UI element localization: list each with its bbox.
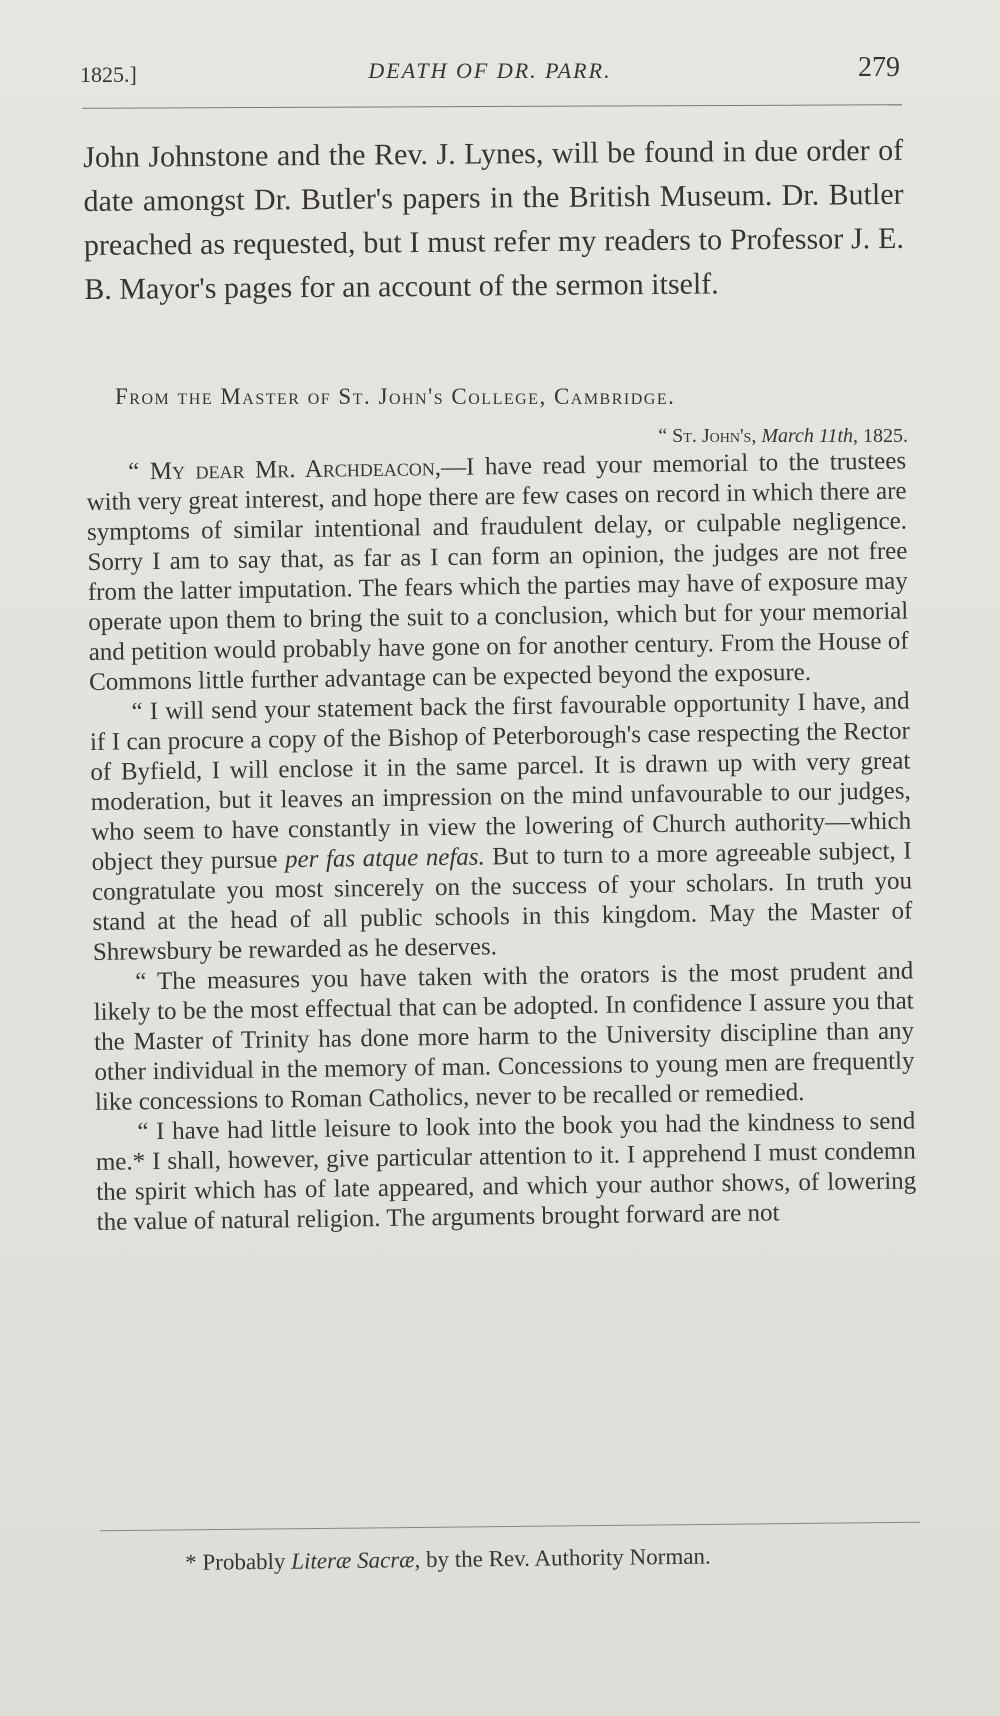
salutation: “ My dear Mr. Archdeacon, — [128, 454, 442, 486]
footnote-title: Literæ Sacræ, — [291, 1547, 421, 1574]
letter-paragraph — [89, 687, 913, 968]
letter-paragraph — [86, 447, 909, 698]
running-head-title: DEATH OF DR. PARR. — [368, 58, 612, 83]
dateline-place: “ St. John's, — [658, 425, 757, 447]
letter-heading: From the Master of St. John's College, Cambridge. — [115, 384, 676, 409]
latin-phrase: per fas atque nefas. — [284, 843, 485, 874]
letter-dateline — [658, 425, 908, 448]
paragraph-text: “ I have had little leisure to look into the book you had the kindness to send me.* I shall, however, give particular attention to it. I apprehend I must condemn the spirit which has of late appeared, and which your author shows, of lowering the value of natural religion. The arguments brought forward are not — [95, 1107, 917, 1236]
intro-paragraph: John Johnstone and the Rev. J. Lynes, will be found in due order of date amongst Dr. Butler's papers in the British Museum. Dr. Butler preached as requested, but I must refer my readers to Professor J. E. B. Mayor's pages for an account of the sermon itself. — [83, 133, 905, 306]
page-number: 279 — [858, 52, 900, 83]
dateline-year: 1825. — [863, 425, 908, 447]
letter-paragraph — [95, 1106, 917, 1237]
paragraph-text: “ I will send your statement back the first favourable opportunity I have, and if I can procure a copy of the Bishop of Peterborough's case respecting the Rector of Byfield, I will enclose it in the same parcel. It is drawn up with very great moderation, but it leaves an impression on the mind unfavourable to our judges, who seem to have constantly in view the lowering of Church authority—which object they pursue — [89, 687, 912, 876]
footnote-rule — [100, 1522, 920, 1532]
letter-body — [86, 447, 917, 1238]
dateline-date: March 11th, — [761, 425, 858, 447]
paragraph-text: But to turn to a more agreeable subject, I congratulate you most sincerely on the success of your scholars. In truth you stand at the head of all public schools in this kingdom. May the Master of Shrewsbury be rewarded as he deserves. — [91, 837, 913, 966]
paragraph-text: “ The measures you have taken with the orators is the most prudent and likely to be the most effectual that can be adopted. In confidence I assure you that the Master of Trinity has done more harm to the University discipline than any other individual in the memory of man. Concessions to young men are frequently like concessions to Roman Catholics, never to be recalled or remedied. — [93, 957, 915, 1116]
running-head-year: 1825.] — [80, 62, 137, 87]
header-rule — [82, 104, 902, 109]
paragraph-text: —I have read your memorial to the trustees with very great interest, and hope there are few cases on record in which there are symptoms of similar intentional and fraudulent delay, or culpable negligence. Sorry I am to say that, as far as I can form an opinion, the judges are not free from the latter imputation. The fears which the parties may have of exposure may operate upon them to bring the suit to a conclusion, which but for your memorial and petition would probably have gone on for another century. From the House of Commons little further advantage can be expected beyond the exposure. — [86, 447, 909, 696]
footnote-text: by the Rev. Authority Norman. — [425, 1543, 711, 1573]
letter-paragraph — [93, 957, 915, 1118]
running-head — [80, 52, 900, 92]
footnote — [185, 1544, 711, 1576]
footnote-marker: * Probably — [185, 1548, 286, 1575]
